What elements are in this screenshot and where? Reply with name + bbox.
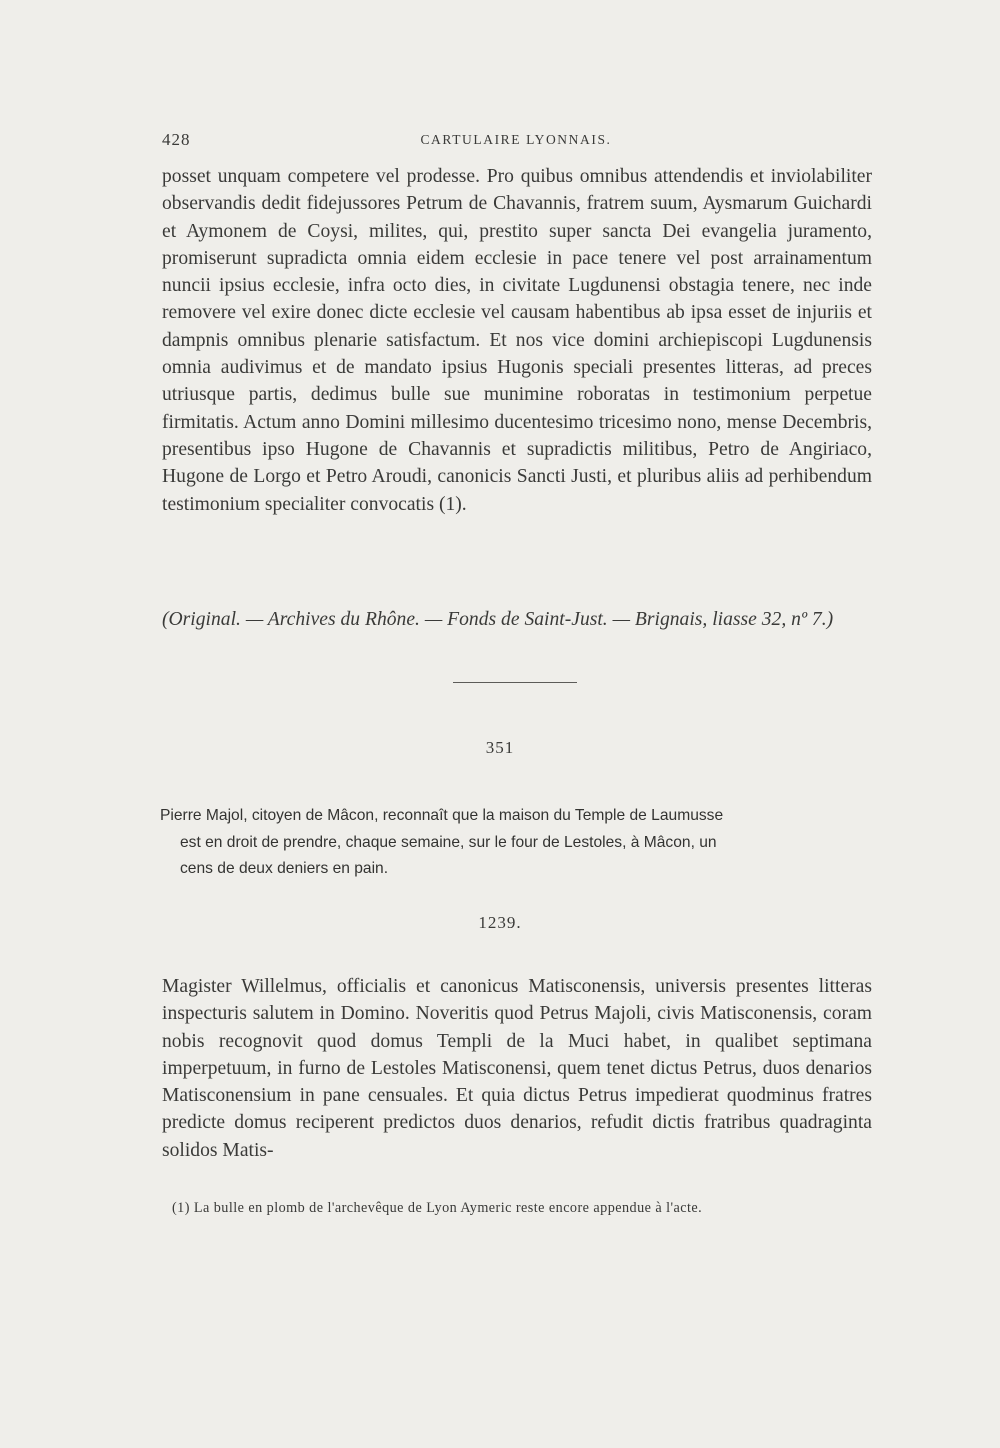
- section-divider: [453, 682, 577, 683]
- document-summary: [160, 803, 872, 883]
- continuation-paragraph: posset unquam competere vel prodesse. Pro quibus omnibus attendendis et inviolabiliter observandis dedit fidejussores Petrum de Chavannis, fratrem suum, Aysmarum Guichardi et Aymonem de Coysi, milites, qui, prestito super sancta Dei evangelia juramento, promiserunt supradicta omnia eidem ecclesie in pace tenere vel post arrainamentum nuncii ipsius ecclesie, infra octo dies, in civitate Lugdunensi obstagia tenere, nec inde removere vel exire donec dicte ecclesie vel causam habentibus ab ipsa esset de injuriis et dampnis omnibus plenarie satisfactum. Et nos vice domini archiepiscopi Lugdunensis omnia audivimus et de mandato ipsius Hugonis speciali presentes litteras, ad preces utriusque partis, dedimus bulle sue munimine roboratas in testimonium perpetue firmitatis. Actum anno Domini millesimo ducentesimo tricesimo nono, mense Decembris, presentibus ipso Hugone de Chavannis et supradictis militibus, Petro de Angiriaco, Hugone de Lorgo et Petro Aroudi, canonicis Sancti Justi, et pluribus aliis ad perhibendum testimonium specialiter convocatis (1).: [162, 166, 872, 515]
- running-title: CARTULAIRE LYONNAIS.: [420, 132, 612, 147]
- page-number: 428: [162, 130, 191, 149]
- source-note: (Original. — Archives du Rhône. — Fonds de Saint-Just. — Brignais, liasse 32, nº 7.): [162, 609, 834, 630]
- page-header: [160, 130, 872, 158]
- document-text: Magister Willelmus, officialis et canonicus Matisconensis, universis presentes litteras inspecturis salutem in Domino. Noveritis quod Petrus Majoli, civis Matisconensis, coram nobis recognovit quod domus Templi de la Muci habet, in qualibet septimana imperpetuum, in furno de Lestoles Matisconensi, quem tenet dictus Petrus, duos denarios Matisconensium in pane censuales. Et quia dictus Petrus impedierat quodminus fratres predicte domus reciperent predictos duos denarios, refudit dictis fratribus quadraginta solidos Matis-: [162, 976, 872, 1161]
- summary-line: Pierre Majol, citoyen de Mâcon, reconnaît que la maison du Temple de Laumusse: [160, 807, 724, 824]
- footnote: (1) La bulle en plomb de l'archevêque de Lyon Aymeric reste encore appendue à l'acte.: [172, 1200, 703, 1216]
- document-number: 351: [485, 738, 515, 757]
- document-date: 1239.: [478, 913, 522, 932]
- summary-line: cens de deux deniers en pain.: [180, 860, 389, 877]
- summary-line: est en droit de prendre, chaque semaine, sur le four de Lestoles, à Mâcon, un: [180, 833, 717, 851]
